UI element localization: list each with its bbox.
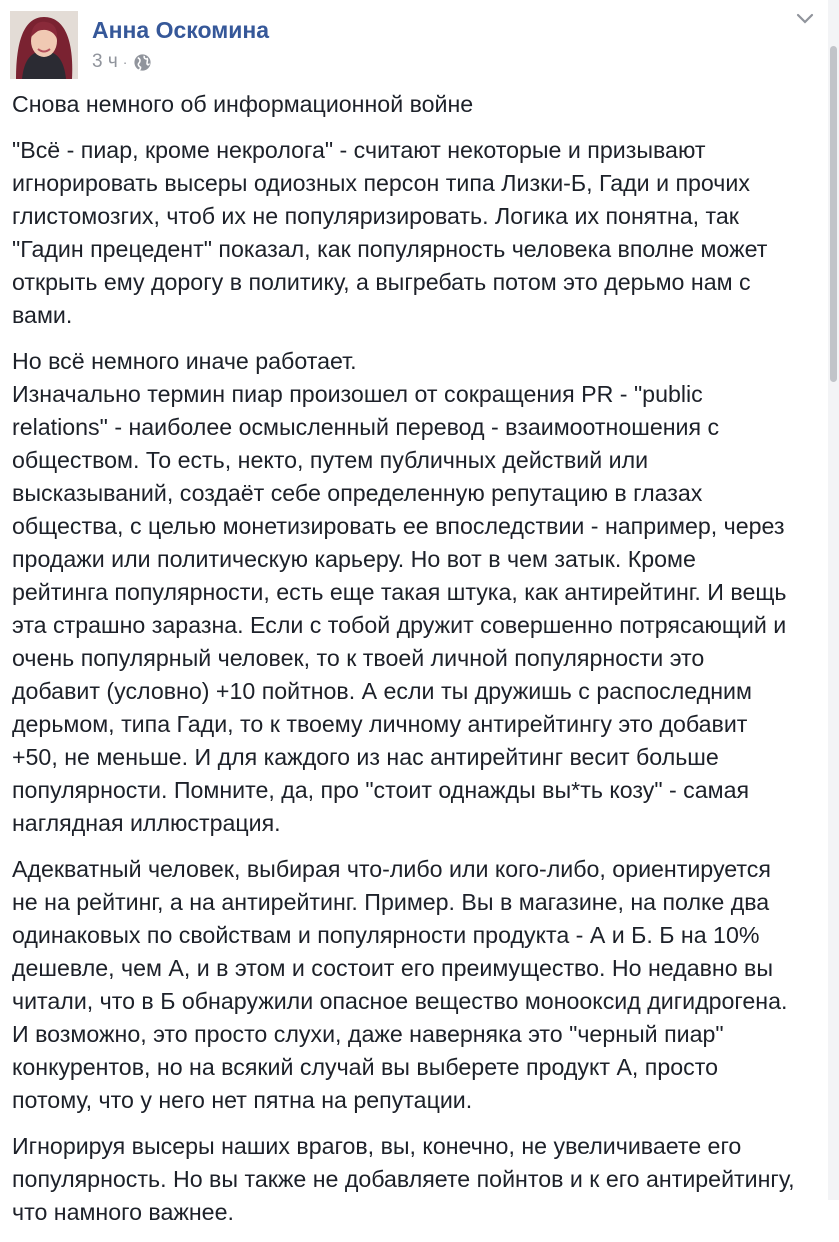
text-line: дерьмом, типа Гади, то к твоему личному антирейтингу это добавит [12, 711, 748, 737]
scrollbar[interactable] [828, 0, 839, 1200]
text-line: Игнорируя высеры наших врагов, вы, конечно, не увеличиваете его [12, 1133, 742, 1159]
text-line: Снова немного об информационной войне [12, 91, 474, 117]
paragraph [12, 345, 822, 840]
text-line: вами. [12, 302, 73, 328]
text-line: не на рейтинг, а на антирейтинг. Пример. Вы в магазине, на полке два [12, 889, 770, 915]
avatar-image [10, 11, 78, 79]
text-line: открыть ему дорогу в политику, а выгребать потом это дерьмо нам с [12, 269, 751, 295]
text-line: эта страшно заразна. Если с тобой дружит совершенно потрясающий и [12, 612, 787, 638]
text-line: +50, не меньше. И для каждого из нас антирейтинг весит больше [12, 744, 719, 770]
paragraph [12, 88, 822, 121]
text-line: Но всё немного иначе работает. [12, 348, 357, 374]
paragraph [12, 1130, 822, 1229]
text-line: игнорировать высеры одиозных персон типа Лизки-Б, Гади и прочих [12, 170, 750, 196]
text-line: продажи или политическую карьеру. Но вот в чем затык. Кроме [12, 546, 696, 572]
text-line: Адекватный человек, выбирая что-либо или кого-либо, ориентируется [12, 856, 771, 882]
text-line: relations" - наиболее осмысленный перевод - взаимоотношения с [12, 414, 720, 440]
text-line: читали, что в Б обнаружили опасное вещество монооксид дигидрогена. [12, 988, 788, 1014]
text-line: дешевле, чем А, и в этом и состоит его преимущество. Но недавно вы [12, 955, 774, 981]
paragraph [12, 853, 822, 1117]
text-line: высказываний, создаёт себе определенную репутацию в глазах [12, 480, 703, 506]
post-body [12, 88, 822, 1242]
text-line: глистомозгих, чтоб их не популяризировать. Логика их понятна, так [12, 203, 739, 229]
chevron-down-icon[interactable] [796, 12, 814, 26]
text-line: общества, с целью монетизировать ее впоследствии - например, через [12, 513, 785, 539]
post-meta [92, 49, 152, 75]
globe-icon[interactable] [133, 53, 152, 72]
text-line: наглядная иллюстрация. [12, 810, 281, 836]
scrollbar-thumb[interactable] [830, 46, 837, 382]
text-line: популярность. Но вы также не добавляете пойнтов и к его антирейтингу, [12, 1166, 795, 1192]
text-line: очень популярный человек, то к твоей личной популярности это [12, 645, 705, 671]
text-line: конкурентов, но на всякий случай вы выберете продукт А, просто [12, 1054, 718, 1080]
text-line: обществом. То есть, некто, путем публичных действий или [12, 447, 649, 473]
text-line: И возможно, это просто слухи, даже наверняка это "черный пиар" [12, 1021, 724, 1047]
post-header [10, 11, 810, 81]
text-line: потому, что у него нет пятна на репутации. [12, 1087, 473, 1113]
post-timestamp[interactable]: 3 ч [92, 51, 118, 72]
author-name-link[interactable]: Анна Оскомина [92, 17, 270, 43]
text-line: популярности. Помните, да, про "стоит однажды вы*ть козу" - самая [12, 777, 750, 803]
text-line: рейтинга популярности, есть еще такая штука, как антирейтинг. И вещь [12, 579, 787, 605]
meta-separator: · [122, 54, 128, 70]
text-line: "Гадин прецедент" показал, как популярность человека вполне может [12, 236, 768, 262]
text-line: Изначально термин пиар произошел от сокращения PR - "public [12, 381, 703, 407]
text-line: что намного важнее. [12, 1199, 234, 1225]
text-line: "Всё - пиар, кроме некролога" - считают некоторые и призывают [12, 137, 706, 163]
avatar[interactable] [10, 11, 78, 79]
text-line: добавит (условно) +10 пойтнов. А если ты дружишь с распоследним [12, 678, 752, 704]
paragraph [12, 134, 822, 332]
text-line: одинаковых по свойствам и популярности продукта - А и Б. Б на 10% [12, 922, 760, 948]
